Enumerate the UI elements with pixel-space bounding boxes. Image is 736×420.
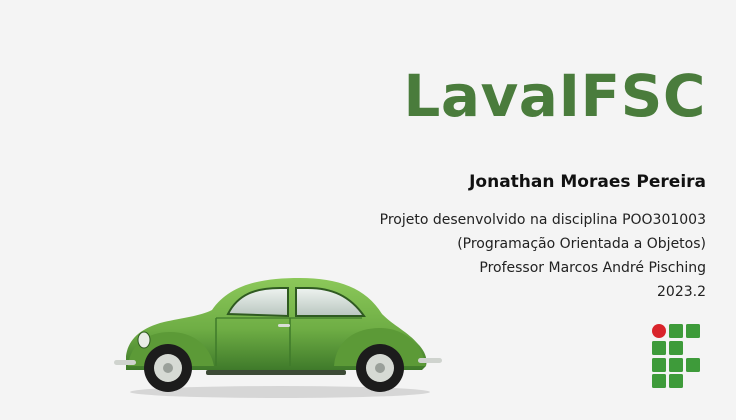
description-line-professor: Professor Marcos André Pisching [479, 260, 706, 276]
description-line-course: Projeto desenvolvido na disciplina POO301003 [379, 212, 706, 228]
author-name: Jonathan Moraes Pereira [469, 172, 706, 192]
beetle-car-image [112, 270, 444, 400]
description-line-subject: (Programação Orientada a Objetos) [457, 236, 706, 252]
ifsc-logo [652, 324, 700, 388]
description-line-semester: 2023.2 [657, 284, 706, 300]
presentation-title: LavaIFSC [403, 62, 706, 130]
